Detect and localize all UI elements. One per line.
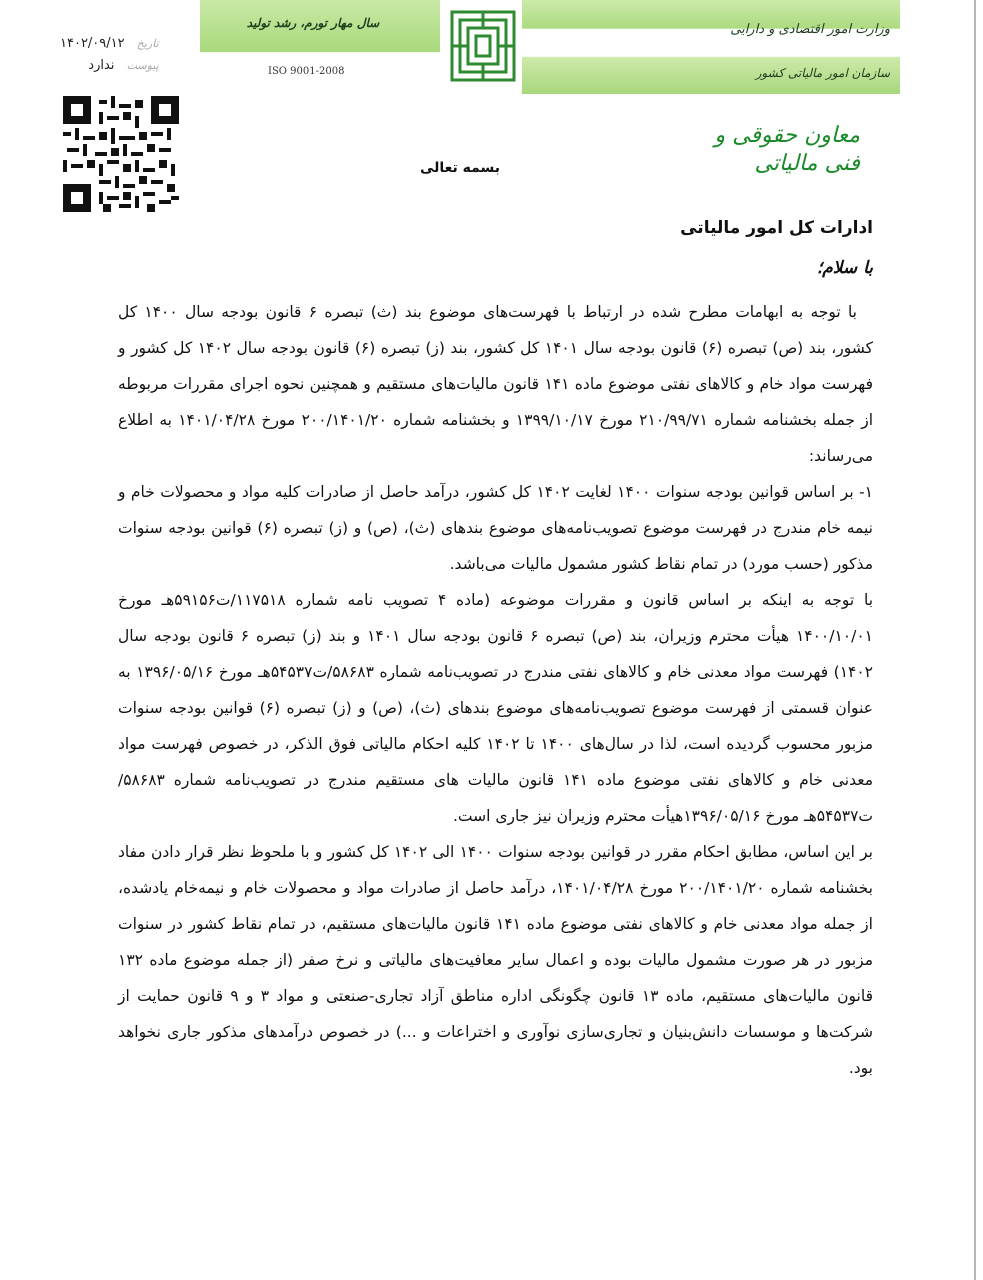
header-band-left xyxy=(200,0,440,94)
bismillah: بسمه تعالی xyxy=(419,160,501,176)
ministry-name: وزارت امور اقتصادی و دارایی xyxy=(730,22,890,37)
paragraph-item-1: ۱- بر اساس قوانین بودجه سنوات ۱۴۰۰ لغایت ۱۴۰۲ کل کشور، درآمد حاصل از صادرات کلیه مواد و محصولات خام و نیمه خام مندرج در فهرست موضوع تصویب‌نامه‌های موضوع بندهای (ث)، (ص) و (ز) تبصره (۶) قوانین بودجه سنوات مذکور (حسب مورد) در تمام نقاط کشور مشمول مالیات می‌باشد. xyxy=(118,483,873,573)
date-block xyxy=(60,36,159,80)
year-slogan: سال مهار تورم، رشد تولید xyxy=(246,16,380,30)
iso-label: ISO 9001-2008 xyxy=(268,66,345,77)
attachment-label: پیوست xyxy=(126,59,159,72)
deputy-title: معاون حقوقی و فنی مالیاتی xyxy=(714,123,860,176)
scrollbar[interactable] xyxy=(974,0,976,1280)
date-value: ۱۴۰۲/۰۹/۱۲ xyxy=(60,36,125,51)
attachment-row xyxy=(60,58,159,80)
paragraph-reasoning: با توجه به اینکه بر اساس قانون و مقررات موضوعه (ماده ۴ تصویب نامه شماره ۱۱۷۵۱۸/ت۵۹۱۵۶هـ مورخ ۱۴۰۰/۱۰/۰۱ هیأت محترم وزیران، بند (ص) تبصره ۶ قانون بودجه سال ۱۴۰۱ و بند (ز) تبصره ۶ قانون بودجه سال ۱۴۰۲) فهرست مواد معدنی خام و کالاهای نفتی مندرج در تصویب‌نامه شماره ۵۸۶۸۳/ت۵۴۵۳۷هـ مورخ ۱۳۹۶/۰۵/۱۶ به عنوان قسمتی از فهرست موضوع تصویب‌نامه‌های موضوع بندهای (ث)، (ص) و (ز) تبصره (۶) قوانین بودجه سنوات مزبور محسوب گردیده است، لذا در سال‌های ۱۴۰۰ تا ۱۴۰۲ کلیه احکام مالیاتی فوق الذکر، در خصوص فهرست مواد معدنی خام و کالاهای نفتی موضوع ماده ۱۴۱ قانون مالیات های مستقیم مندرج در تصویب‌نامه شماره ۵۸۶۸۳/ت۵۴۵۳۷هـ مورخ ۱۳۹۶/۰۵/۱۶هیأت محترم وزیران نیز جاری است. xyxy=(118,591,874,825)
paragraph-conclusion: بر این اساس، مطابق احکام مقرر در قوانین بودجه سنوات ۱۴۰۰ الی ۱۴۰۲ کل کشور و با ملحوظ نظر قرار دادن مفاد بخشنامه شماره ۲۰۰/۱۴۰۱/۲۰ مورخ ۱۴۰۱/۰۴/۲۸، درآمد حاصل از صادرات مواد و محصولات خام و نیمه‌خام یادشده، از جمله مواد معدنی خام و کالاهای نفتی موضوع ماده ۱۴۱ قانون مالیات‌های مستقیم، در تمام نقاط کشور در سنوات مزبور در هر صورت مشمول مالیات بوده و اعمال سایر معافیت‌های مالیاتی و نرخ صفر (از جمله موضوع ماده ۱۳۲ قانون مالیات‌های مستقیم، ماده ۱۳ قانون چگونگی اداره مناطق آزاد تجاری-صنعتی و مواد ۳ و ۹ قانون حمایت از شرکت‌ها و موسسات دانش‌بنیان و تجاری‌سازی نوآوری و اختراعات و ...) در خصوص درآمدهای مذکور جاری نخواهد بود. xyxy=(118,843,873,1077)
tax-organization-logo xyxy=(446,6,520,86)
addressee: ادارات کل امور مالیاتی xyxy=(680,218,873,238)
date-row xyxy=(60,36,159,58)
organization-name: سازمان امور مالیاتی کشور xyxy=(755,66,890,80)
greeting: با سلام؛ xyxy=(816,258,873,278)
paragraph-intro: با توجه به ابهامات مطرح شده در ارتباط با فهرست‌های موضوع بند (ث) تبصره ۶ قانون بودجه سال ۱۴۰۰ کل کشور، بند (ص) تبصره (۶) قانون بودجه سال ۱۴۰۱ کل کشور، بند (ز) تبصره (۶) قانون بودجه سال ۱۴۰۲ کل کشور و فهرست مواد خام و کالاهای نفتی موضوع ماده ۱۴۱ قانون مالیات‌های مستقیم و همچنین نحوه اجرای مقررات مربوطه از جمله بخشنامه شماره ۲۱۰/۹۹/۷۱ مورخ ۱۳۹۹/۱۰/۱۷ و بخشنامه شماره ۲۰۰/۱۴۰۱/۲۰ مورخ ۱۴۰۱/۰۴/۲۸ به اطلاع می‌رساند: xyxy=(118,303,874,465)
date-label: تاریخ xyxy=(136,37,159,50)
qr-code xyxy=(60,96,182,212)
letter-body xyxy=(118,294,873,1086)
attachment-value: ندارد xyxy=(88,58,115,73)
